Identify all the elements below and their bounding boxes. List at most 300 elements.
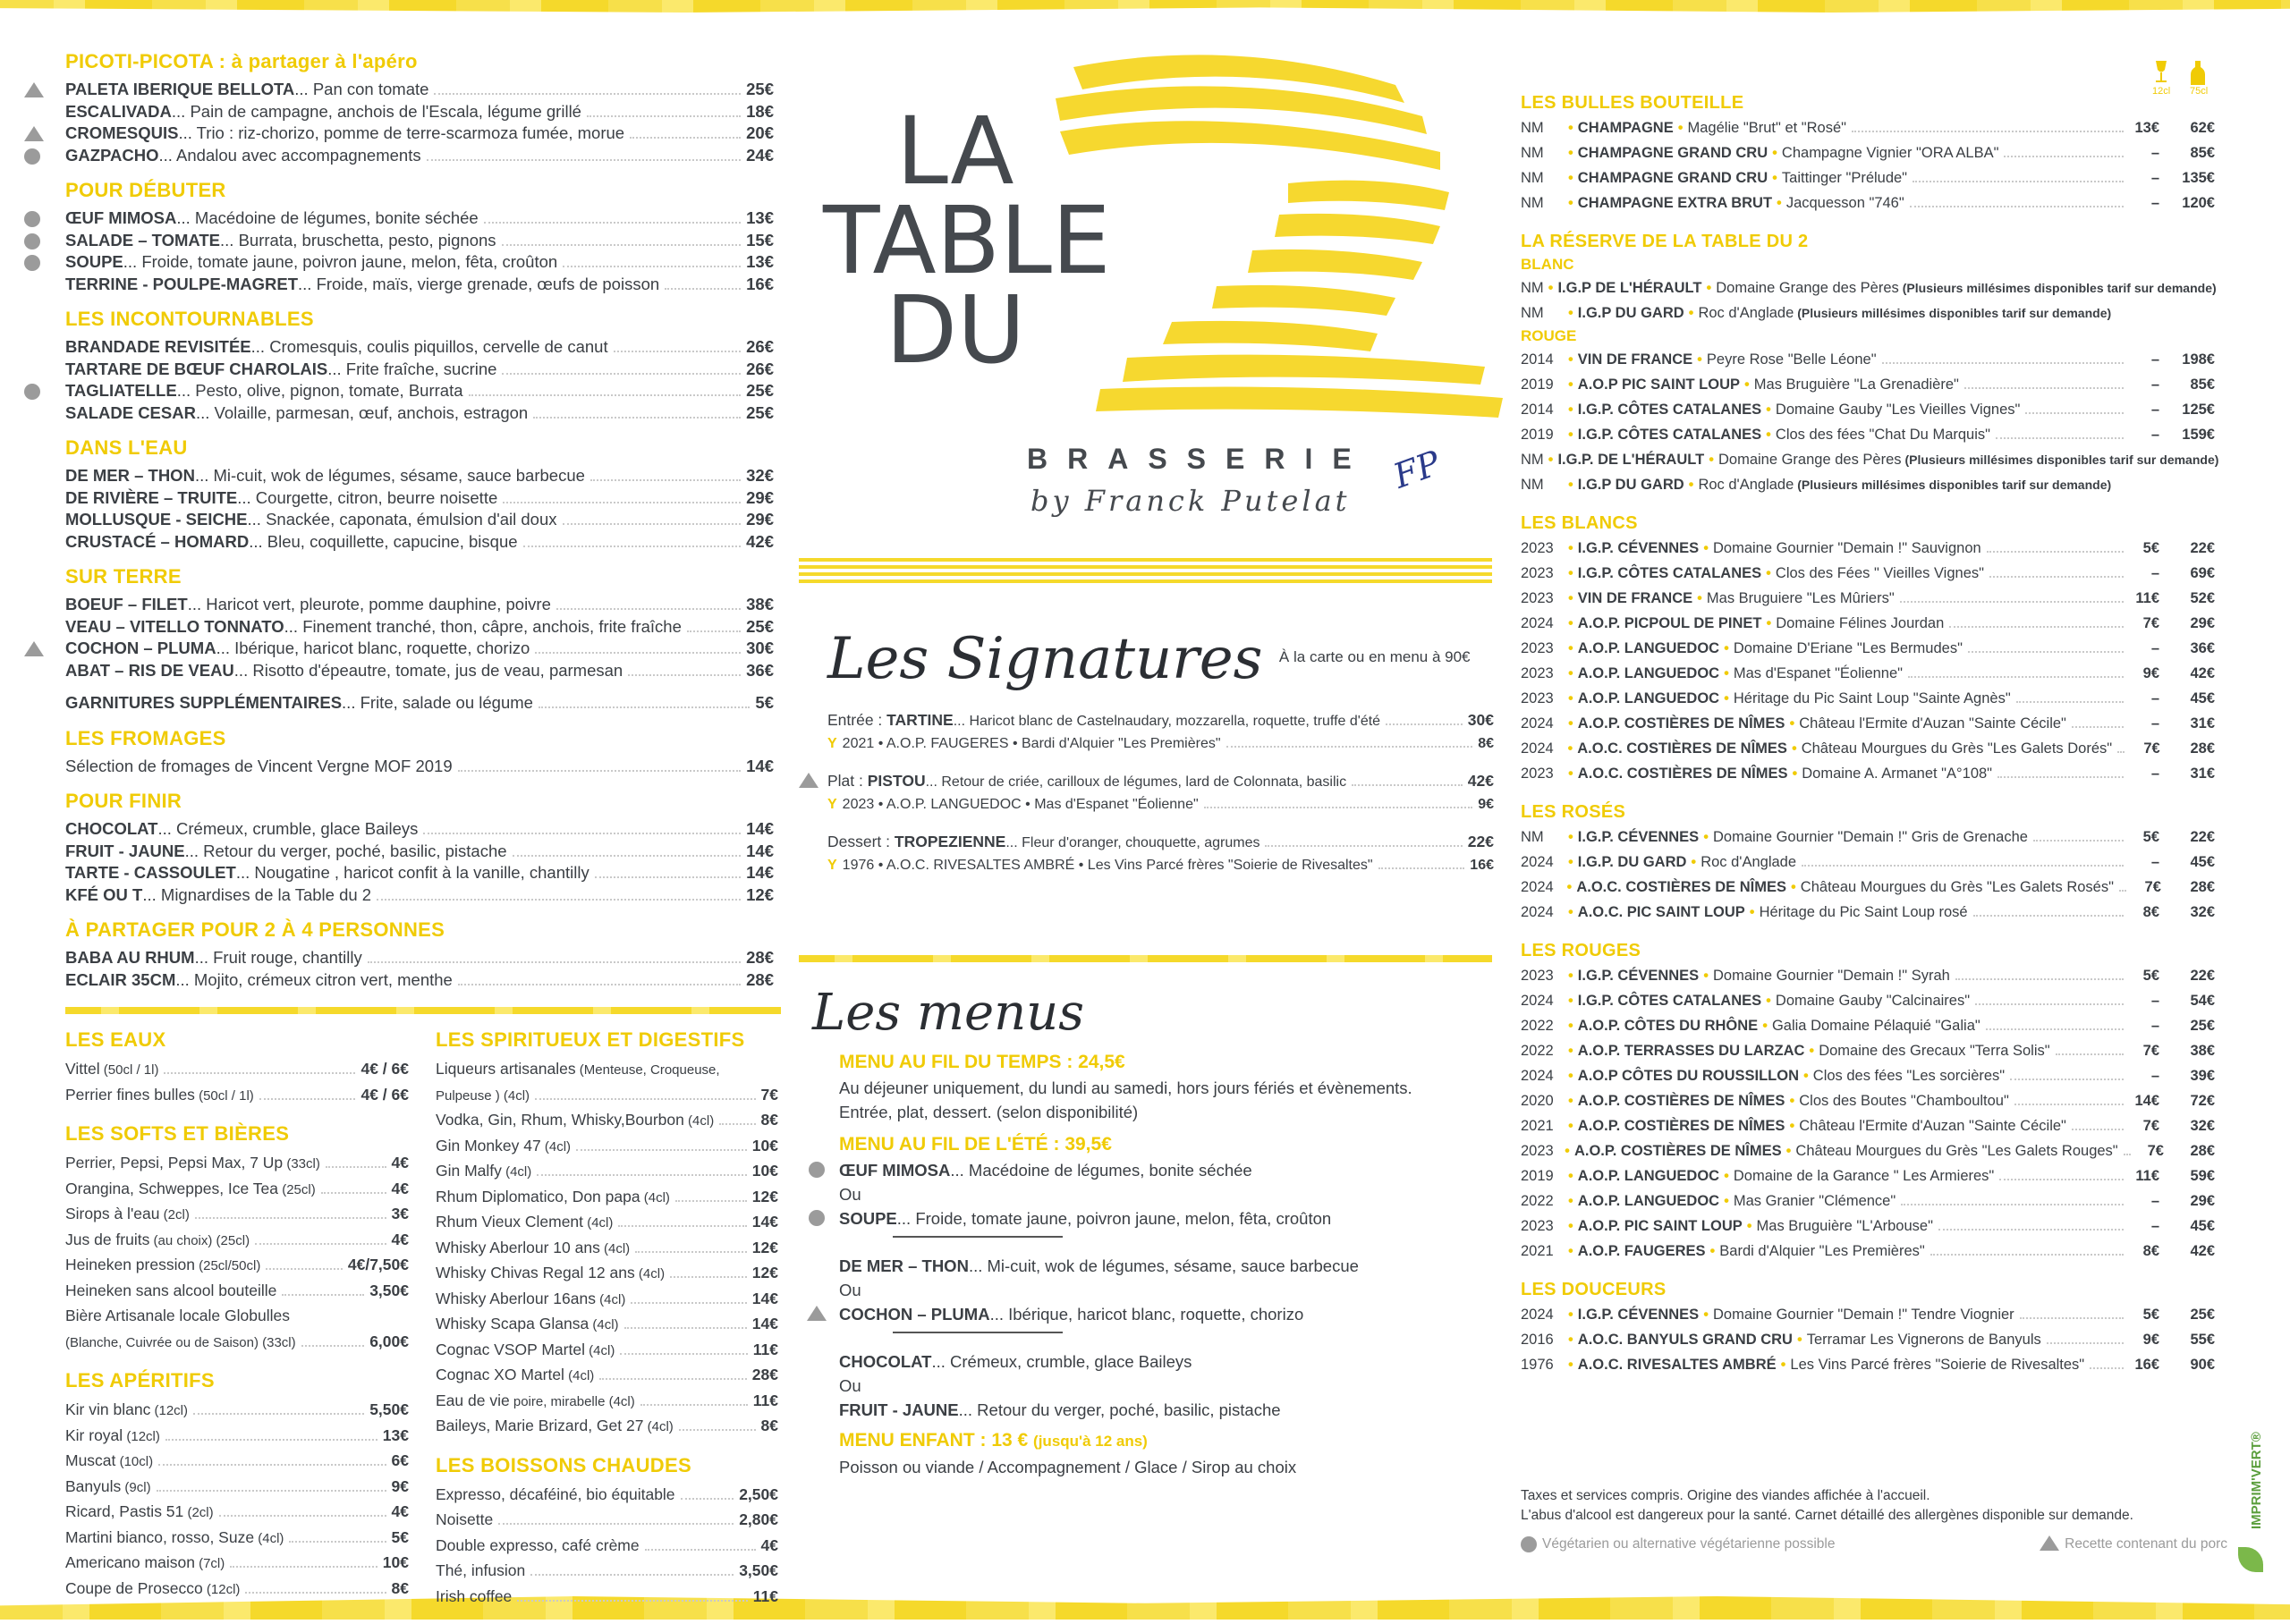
wine-producer: Domaine des Grecaux "Terra Solis"	[1819, 1043, 2050, 1059]
leader-dots	[193, 1413, 364, 1415]
extra-row	[65, 692, 774, 715]
wine-producer: Peyre Rose "Belle Léone"	[1706, 351, 1877, 368]
wine-vintage: 2023	[1521, 765, 1554, 782]
leader-dots	[1226, 746, 1473, 748]
wine-producer: Taittinger "Prélude"	[1781, 170, 1908, 186]
drink-volume: (2cl)	[159, 1207, 190, 1222]
drink-price: 8€	[391, 1578, 409, 1597]
leader-dots	[1913, 181, 2124, 182]
drink-row	[436, 1287, 778, 1313]
drink-row	[436, 1414, 778, 1440]
signature-wine: 1976 • A.O.C. RIVESALTES AMBRÉ • Les Vins Parcé frères "Soierie de Rivesaltes"	[842, 858, 1373, 873]
drink-price: 14€	[751, 1213, 778, 1231]
bullet-icon: •	[1724, 1168, 1729, 1184]
drink-price: 5€	[391, 1527, 409, 1546]
drink-price: 3,50€	[369, 1281, 409, 1299]
drink-row	[65, 1202, 409, 1228]
bullet-icon: •	[1724, 1193, 1729, 1209]
bullet-icon: •	[1568, 993, 1573, 1009]
dish-name: DE RIVIÈRE – TRUITE	[65, 487, 238, 507]
dish-text	[65, 79, 428, 101]
dish-row	[65, 359, 774, 381]
leader-dots	[556, 608, 741, 610]
drink-price: 11€	[752, 1586, 778, 1605]
drinks-section	[436, 1454, 778, 1611]
leader-dots	[219, 1515, 386, 1517]
dish-text	[65, 274, 659, 296]
dish-row	[65, 862, 774, 884]
wine-glass-price: 7€	[2142, 1118, 2159, 1134]
dish-name: KFÉ OU T	[65, 884, 143, 904]
dish-price: 15€	[746, 230, 774, 250]
dish-name: CHOCOLAT	[65, 819, 158, 838]
wine-vintage: 2024	[1521, 904, 1554, 920]
drink-row	[65, 1398, 409, 1424]
wine-bottle-price: 22€	[2190, 829, 2215, 845]
drink-volume: (25cl)	[278, 1181, 316, 1197]
drink-row	[436, 1261, 778, 1287]
dish-description: ... Mojito, crémeux citron vert, menthe	[175, 969, 453, 989]
wine-bottle-price: 54€	[2190, 993, 2215, 1009]
drink-name: Whisky Chivas Regal 12 ans	[436, 1264, 635, 1281]
bullet-icon: •	[1777, 195, 1782, 211]
wine-vintage: 2024	[1521, 715, 1554, 732]
drinks-section	[65, 1369, 409, 1602]
dish-price: 42€	[746, 531, 774, 551]
section-title: POUR FINIR	[65, 790, 182, 812]
bullet-icon: •	[1709, 452, 1714, 468]
wine-appellation: A.O.C. RIVESALTES AMBRÉ	[1577, 1357, 1777, 1373]
drink-row	[436, 1389, 778, 1415]
drink-price: 4€	[391, 1502, 409, 1520]
section-title: À PARTAGER POUR 2 À 4 PERSONNES	[65, 918, 445, 941]
dish-text	[65, 969, 453, 992]
wine-section-title: LES BULLES BOUTEILLE	[1521, 93, 1744, 113]
leader-dots	[2025, 412, 2124, 414]
dish-name: BABA AU RHUM	[65, 948, 195, 967]
bullet-icon: •	[1691, 854, 1697, 870]
signature-wine-row	[827, 794, 1494, 816]
wine-producer: Château l'Ermite d'Auzan "Sainte Cécile"	[1799, 1118, 2066, 1134]
wine-bottle-price: 85€	[2190, 376, 2215, 393]
leader-dots	[230, 1566, 377, 1568]
drink-volume: (4cl)	[643, 1419, 674, 1434]
dish-row	[65, 380, 774, 402]
vegetarian-icon	[1521, 1536, 1537, 1552]
signature-items	[827, 708, 1494, 876]
wine-section-title: LA RÉSERVE DE LA TABLE DU 2	[1521, 232, 1809, 251]
drink-price: 4€ / 6€	[360, 1060, 409, 1078]
wine-subsection-title: ROUGE	[1521, 327, 1577, 344]
drink-price: 12€	[751, 1238, 778, 1256]
leader-dots	[517, 1600, 747, 1602]
wine-glass-price: –	[2150, 854, 2159, 870]
wine-vintage: NM	[1521, 452, 1544, 468]
wine-producer: Magélie "Brut" et "Rosé"	[1687, 120, 1847, 136]
wine-row	[1521, 1327, 2215, 1352]
drinks-section	[65, 1122, 409, 1355]
wine-producer: Domaine de la Garance " Les Armieres"	[1733, 1168, 1995, 1184]
drink-price: 3€	[391, 1205, 409, 1222]
drink-row	[436, 1508, 778, 1534]
section-title: DANS L'EAU	[65, 436, 188, 459]
drink-row	[65, 1475, 409, 1501]
bullet-icon: •	[1709, 1243, 1716, 1259]
leader-dots	[1930, 1254, 2124, 1256]
leader-dots	[165, 1439, 377, 1441]
bullet-icon: •	[1688, 305, 1694, 321]
wine-vintage: NM	[1521, 829, 1544, 845]
leader-dots	[523, 546, 742, 547]
pork-icon	[24, 126, 44, 141]
wine-appellation: I.G.P DU GARD	[1577, 477, 1684, 493]
dish-text	[65, 123, 624, 145]
menu-enfant-desc: Poisson ou viande / Accompagnement / Glace / Sirop au choix	[839, 1458, 1297, 1476]
dish-price: 16€	[746, 274, 774, 293]
leader-dots	[266, 1268, 343, 1270]
wine-vintage: 2019	[1521, 427, 1554, 443]
drinks-section-title: LES SOFTS ET BIÈRES	[65, 1122, 290, 1145]
bullet-icon: •	[1568, 854, 1573, 870]
leader-dots	[2117, 751, 2125, 753]
drink-volume: Pulpeuse ) (4cl)	[436, 1087, 530, 1104]
drinks-section	[65, 1028, 409, 1108]
dish-row	[65, 660, 774, 682]
drink-name: Kir vin blanc	[65, 1400, 151, 1418]
dish-price: 36€	[746, 660, 774, 680]
dish-price: 25€	[746, 616, 774, 636]
wine-row	[1521, 1013, 2215, 1038]
drink-name: Cognac VSOP Martel	[436, 1340, 585, 1358]
drink-row	[436, 1312, 778, 1338]
wine-vintage: 2016	[1521, 1332, 1554, 1348]
wine-bottle-price: 42€	[2190, 665, 2215, 681]
drink-name: Noisette	[436, 1510, 494, 1528]
dish-text	[65, 251, 557, 274]
wine-glass-price: –	[2150, 1018, 2159, 1034]
drink-row	[436, 1210, 778, 1236]
bullet-icon: •	[1724, 690, 1729, 706]
wine-vintage: 2024	[1521, 740, 1554, 757]
drink-volume: (9cl)	[121, 1479, 151, 1495]
wine-bottle-price: 45€	[2190, 854, 2215, 870]
bullet-icon: •	[1568, 1307, 1573, 1323]
drink-name: Cognac XO Martel	[436, 1366, 564, 1383]
leader-dots	[1996, 437, 2124, 439]
wine-vintage: NM	[1521, 280, 1544, 296]
dish-row	[65, 251, 774, 274]
signature-wine: 2023 • A.O.P. LANGUEDOC • Mas d'Espanet "Éolienne"	[842, 797, 1199, 812]
extra-description: ... Frite, salade ou légume	[342, 693, 533, 712]
dish-price: 32€	[746, 466, 774, 485]
wine-appellation: A.O.P CÔTES DU ROUSSILLON	[1577, 1068, 1799, 1084]
bullet-icon: •	[1568, 402, 1573, 418]
dish-row	[65, 594, 774, 616]
wine-producer: Domaine D'Eriane "Les Bermudes"	[1733, 640, 1963, 656]
signature-wine-price: 8€	[1478, 736, 1494, 751]
dish-description: ... Pesto, olive, pignon, tomate, Burrata	[176, 381, 463, 400]
imprim-vert-badge	[2229, 1395, 2277, 1592]
menu-section	[65, 918, 774, 991]
wine-producer: Mas Bruguière "La Grenadière"	[1753, 376, 1959, 393]
signature-name: PISTOU	[867, 772, 926, 790]
bullet-icon: •	[1568, 640, 1573, 656]
drink-volume: (2cl)	[183, 1505, 214, 1520]
drink-price: 4€ / 6€	[360, 1085, 409, 1104]
drink-name: Americano maison	[65, 1553, 195, 1571]
drink-price: 3,50€	[739, 1561, 778, 1579]
dish-text	[65, 616, 682, 639]
drink-name: Eau de vie	[436, 1391, 510, 1409]
drink-price: 4€/7,50€	[347, 1256, 409, 1273]
leader-dots	[1908, 676, 2124, 678]
drink-name: Martini bianco, rosso, Suze	[65, 1527, 255, 1546]
drinks-section-title: LES SPIRITUEUX ET DIGESTIFS	[436, 1028, 745, 1051]
pork-icon	[807, 1306, 827, 1321]
leader-dots	[423, 833, 741, 834]
leader-dots	[670, 1276, 747, 1278]
wine-appellation: A.O.P. COSTIÈRES DE NÎMES	[1577, 1093, 1785, 1109]
dish-description: ... Andalou avec accompagnements	[158, 145, 421, 165]
leader-dots	[1910, 206, 2124, 207]
wine-producer: Château Mourgues du Grès "Les Galets Rosés"	[1800, 879, 2114, 895]
dish-text	[65, 884, 371, 907]
drink-volume: (au choix) (25cl)	[149, 1232, 250, 1248]
drink-row	[436, 1338, 778, 1364]
wine-vintage: 2023	[1521, 590, 1554, 606]
wine-row	[1521, 300, 2215, 326]
dish-name: ŒUF MIMOSA	[65, 208, 177, 227]
dish-description: ... Bleu, coquillette, capucine, bisque	[249, 531, 518, 551]
drink-name: Kir royal	[65, 1425, 123, 1444]
bullet-icon: •	[1568, 1168, 1573, 1184]
wine-bottle-price: 22€	[2190, 540, 2215, 556]
dish-text	[65, 336, 608, 359]
dish-price: 14€	[746, 841, 774, 860]
wine-glass-price: –	[2150, 402, 2159, 418]
legend-vegetarian: Végétarien ou alternative végétarienne possible	[1521, 1535, 1835, 1554]
bullet-icon: •	[1568, 376, 1573, 393]
wine-section-title: LES ROSÉS	[1521, 802, 1626, 822]
wine-bottle-price: 198€	[2182, 351, 2215, 368]
bullet-icon: •	[1568, 1218, 1573, 1234]
bullet-icon: •	[1568, 305, 1573, 321]
dish-name: BOEUF – FILET	[65, 595, 188, 613]
leader-dots	[2090, 1367, 2124, 1369]
bullet-icon: •	[1724, 665, 1729, 681]
wine-vintage: 1976	[1521, 1357, 1554, 1373]
leader-dots	[1802, 865, 2124, 867]
bullet-icon: •	[1568, 590, 1573, 606]
wine-glass-price: 7€	[2143, 740, 2160, 757]
drink-name: Sirops à l'eau	[65, 1205, 160, 1222]
leader-dots	[535, 652, 741, 654]
wine-appellation: I.G.P. CÔTES CATALANES	[1577, 993, 1762, 1009]
dish-price: 26€	[746, 359, 774, 378]
drink-name: Gin Monkey 47	[436, 1136, 541, 1155]
bullet-icon: •	[1568, 540, 1573, 556]
pork-icon	[799, 773, 818, 788]
dish-name: ABAT – RIS DE VEAU	[65, 660, 234, 680]
wine-producer: Domaine Gournier "Demain !" Sauvignon	[1712, 540, 1981, 556]
drink-row	[65, 1304, 409, 1330]
dish-name: SALADE CESAR	[65, 402, 196, 422]
leader-dots	[1955, 978, 2124, 980]
wine-appellation: I.G.P. CÔTES CATALANES	[1577, 402, 1762, 418]
dish-price: 24€	[746, 145, 774, 165]
wine-bottle-price: 25€	[2190, 1018, 2215, 1034]
wine-vintage: 2023	[1521, 665, 1554, 681]
leader-dots	[563, 523, 742, 525]
wine-vintage: 2020	[1521, 1093, 1554, 1109]
leader-dots	[681, 1498, 734, 1500]
bullet-icon: •	[1703, 540, 1709, 556]
leader-dots	[1973, 915, 2124, 917]
bullet-icon: •	[1766, 427, 1771, 443]
wine-section	[1521, 232, 2219, 497]
wine-vintage: NM	[1521, 305, 1544, 321]
pork-icon	[2040, 1535, 2059, 1551]
leader-dots	[326, 1166, 386, 1168]
bullet-icon: •	[1568, 765, 1573, 782]
signature-description: ... Retour de criée, carilloux de légumes, lard de Colonnata, basilic	[925, 774, 1347, 790]
dish-row	[65, 841, 774, 863]
wine-glass-price: –	[2150, 715, 2159, 732]
bullet-icon: •	[1568, 968, 1573, 984]
dish-description: ... Cromesquis, coulis piquillos, cervelle de canut	[250, 337, 608, 356]
wine-glass-price: 14€	[2134, 1093, 2159, 1109]
leader-dots	[1852, 131, 2124, 132]
wine-appellation: CHAMPAGNE GRAND CRU	[1577, 170, 1768, 186]
wine-bottle-price: 59€	[2190, 1168, 2215, 1184]
drink-row	[65, 1577, 409, 1603]
bullet-icon: •	[1762, 1018, 1768, 1034]
top-decorative-stripe	[0, 0, 2290, 13]
pork-icon	[24, 641, 44, 656]
wine-vintage: 2014	[1521, 402, 1554, 418]
bullet-icon: •	[1791, 879, 1796, 895]
menu-section	[65, 565, 774, 715]
drink-row	[436, 1585, 778, 1611]
wine-appellation: A.O.C. COSTIÈRES DE NÎMES	[1577, 740, 1787, 757]
bullet-icon: •	[1568, 145, 1573, 161]
drink-volume: (12cl)	[202, 1581, 241, 1597]
wine-producer: Château Mourgues du Grès "Les Galets Dorés"	[1801, 740, 2113, 757]
wine-producer: Domaine Gournier "Demain !" Tendre Viognier	[1712, 1307, 2014, 1323]
drink-name: Whisky Scapa Glansa	[436, 1315, 589, 1332]
menu-ete-or: Ou	[839, 1185, 861, 1204]
dish-name: TARTE - CASSOULET	[65, 863, 236, 882]
dish-description: ... Nougatine , haricot confit à la vanille, chantilly	[235, 863, 589, 882]
leader-dots	[469, 394, 742, 396]
wine-producer: Château l'Ermite d'Auzan "Sainte Cécile"	[1799, 715, 2066, 732]
drink-price: 8€	[760, 1417, 778, 1434]
drink-price: 10€	[751, 1136, 778, 1155]
wine-bottle-price: 25€	[2190, 1307, 2215, 1323]
wine-appellation: I.G.P DU GARD	[1577, 305, 1684, 321]
wine-producer: Mas Bruguière "L'Arbouse"	[1756, 1218, 1933, 1234]
drink-volume: (50cl / 1l)	[99, 1062, 159, 1078]
leader-dots	[620, 1353, 747, 1355]
wine-vintage: 2021	[1521, 1243, 1554, 1259]
wine-row	[1521, 1352, 2215, 1377]
drink-price: 4€	[391, 1154, 409, 1171]
wine-producer: Château Mourgues du Grès "Les Galets Rouges"	[1795, 1143, 2118, 1159]
dish-text	[65, 487, 497, 510]
food-menu-column	[65, 50, 774, 1003]
vegetarian-icon	[24, 255, 40, 271]
wine-row	[1521, 347, 2215, 372]
wine-appellation: I.G.P DE L'HÉRAULT	[1557, 280, 1702, 296]
leaf-icon	[2238, 1547, 2263, 1572]
leader-dots	[368, 961, 741, 963]
wine-glass-price: –	[2150, 170, 2159, 186]
wine-appellation: I.G.P. CÉVENNES	[1577, 829, 1700, 845]
drink-price: 12€	[751, 1187, 778, 1205]
bullet-icon: •	[1566, 879, 1573, 895]
menu-ete-or: Ou	[839, 1376, 861, 1395]
signature-name: TARTINE	[886, 711, 954, 729]
dish-text	[65, 509, 557, 531]
dish-row	[65, 818, 774, 841]
dish-description: ... Risotto d'épeautre, tomate, jus de veau, parmesan	[233, 660, 623, 680]
bullet-icon: •	[1568, 427, 1573, 443]
leader-dots	[2020, 1317, 2124, 1319]
dish-text	[65, 359, 496, 381]
wine-producer: Domaine Félines Jourdan	[1776, 615, 1945, 631]
drink-price: 8€	[760, 1111, 778, 1129]
bullet-icon: •	[1796, 1332, 1802, 1348]
wine-appellation: A.O.P. LANGUEDOC	[1577, 1193, 1720, 1209]
wine-vintage: 2021	[1521, 1118, 1554, 1134]
signature-dish	[827, 769, 1494, 816]
drink-volume: (10cl)	[115, 1454, 154, 1469]
drink-volume: (4cl)	[589, 1317, 619, 1332]
wine-appellation: A.O.P. LANGUEDOC	[1577, 690, 1720, 706]
wine-appellation: I.G.P. CÉVENNES	[1577, 1307, 1700, 1323]
dish-description: ... Macédoine de légumes, bonite séchée	[176, 208, 479, 227]
bullet-icon: •	[1749, 904, 1755, 920]
dish-description: ... Froide, maïs, vierge grenade, œufs de poisson	[298, 274, 660, 293]
leader-dots	[282, 1294, 364, 1296]
glass-size-label: 12cl	[2152, 86, 2171, 97]
drink-name: Thé, infusion	[436, 1561, 526, 1579]
signature-wine: 2021 • A.O.P. FAUGERES • Bardi d'Alquier "Les Premières"	[842, 736, 1221, 751]
bullet-icon: •	[1568, 351, 1573, 368]
wine-glass-price: 7€	[2147, 1143, 2164, 1159]
dish-price: 25€	[746, 80, 774, 98]
leader-dots	[2047, 1342, 2124, 1344]
drink-volume: poire, mirabelle (4cl)	[509, 1393, 635, 1409]
signatures-divider	[799, 955, 1492, 962]
bullet-icon: •	[1791, 740, 1797, 757]
wine-glass-icon: Y	[827, 858, 837, 873]
menu-section	[65, 727, 774, 778]
dish-row	[65, 756, 774, 778]
drink-volume: (12cl)	[150, 1403, 189, 1418]
bullet-icon: •	[1565, 1143, 1570, 1159]
dish-name: SOUPE	[65, 252, 123, 271]
bullet-icon: •	[1568, 120, 1573, 136]
leader-dots	[1204, 807, 1473, 808]
dish-name: COCHON – PLUMA	[65, 639, 216, 657]
dish-text	[65, 207, 479, 230]
wine-producer: Roc d'Anglade	[1701, 854, 1797, 870]
leader-dots	[539, 706, 750, 708]
drink-name: Whisky Aberlour 16ans	[436, 1289, 596, 1307]
wine-vintage: NM	[1521, 145, 1544, 161]
leader-dots	[537, 1174, 747, 1176]
